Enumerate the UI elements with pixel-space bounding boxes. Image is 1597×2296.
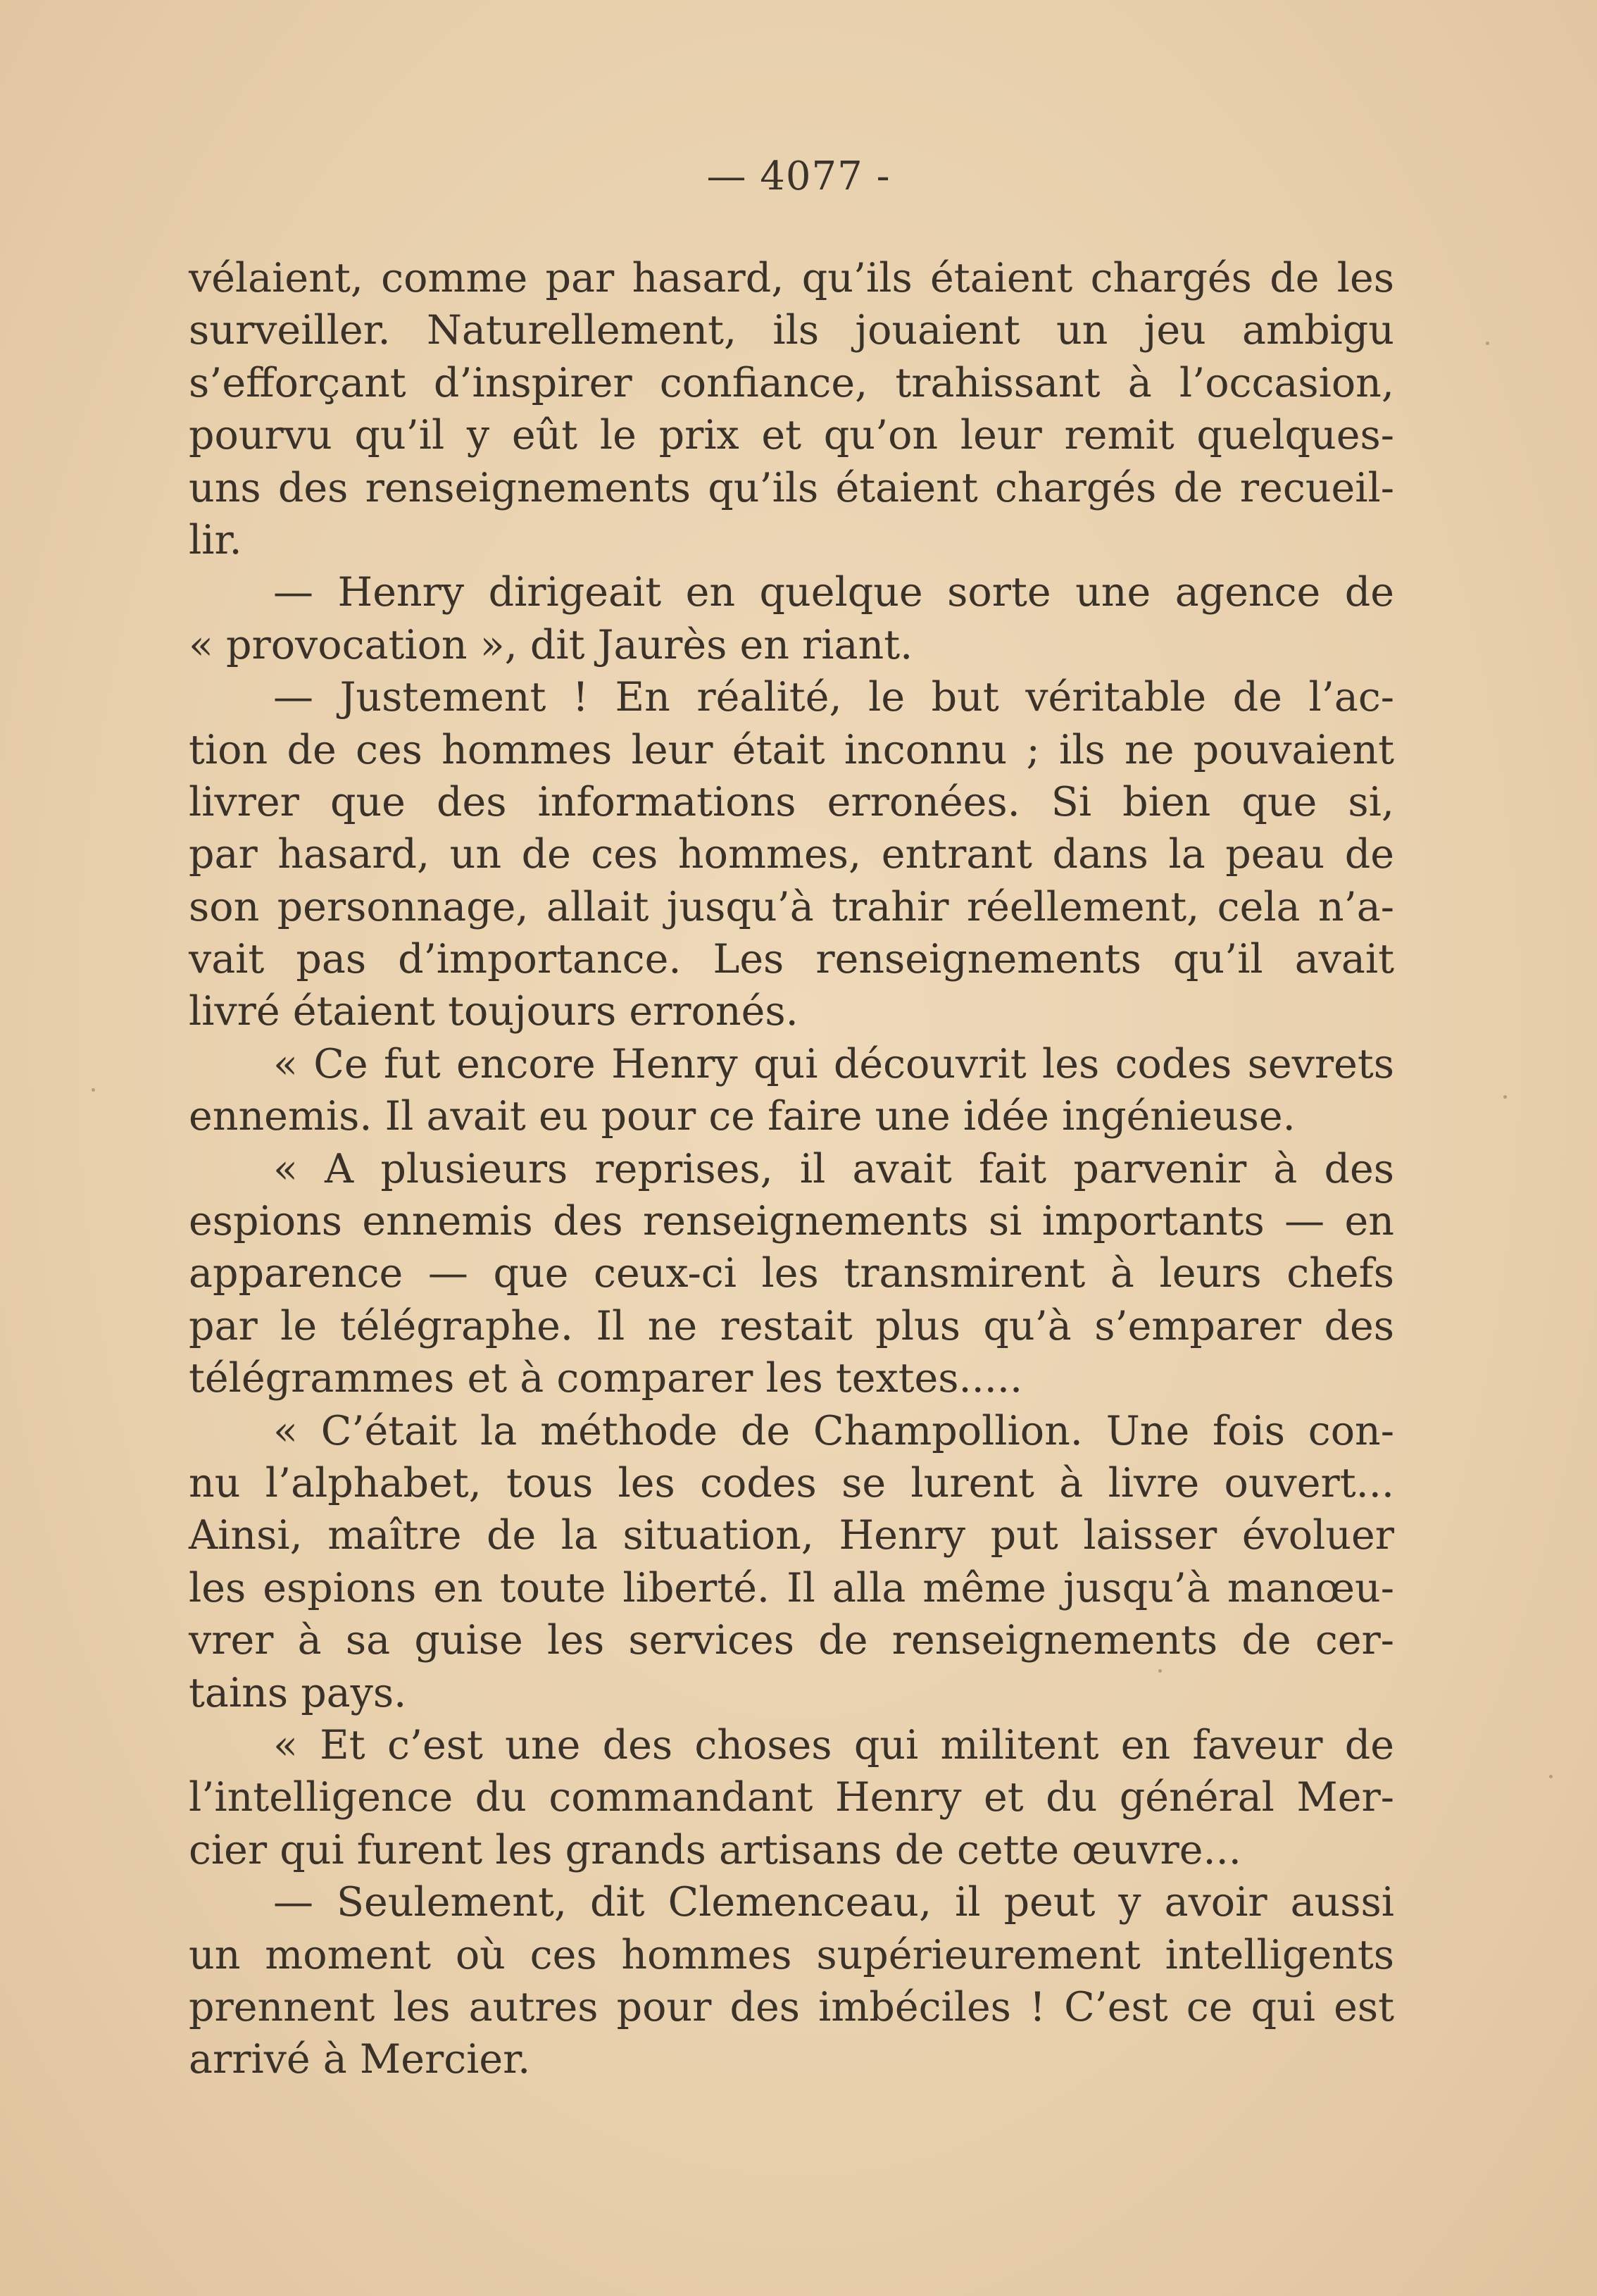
text-line: télégrammes et à comparer les textes..... — [189, 1355, 1023, 1402]
text-line: prennent les autres pour des imbéciles ! C’est ce qui est — [189, 1983, 1394, 2030]
text-line: vrer à sa guise les services de renseignements de cer- — [189, 1617, 1394, 1664]
text-line: pourvu qu’il y eût le prix et qu’on leur remit quelques- — [189, 412, 1394, 459]
text-line: — Seulement, dit Clemenceau, il peut y avoir aussi — [273, 1879, 1394, 1926]
paper-speck — [1503, 1095, 1507, 1099]
paper-speck — [1486, 342, 1489, 345]
text-line: « Et c’est une des choses qui militent en faveur de — [273, 1721, 1394, 1768]
text-line: espions ennemis des renseignements si importants — en — [189, 1198, 1394, 1245]
text-line: « Ce fut encore Henry qui découvrit les codes sevrets — [273, 1040, 1394, 1087]
paper-speck — [1549, 1775, 1553, 1778]
text-line: apparence — que ceux-ci les transmirent à leurs chefs — [189, 1250, 1394, 1297]
text-line: livré étaient toujours erronés. — [189, 988, 798, 1035]
text-line: nu l’alphabet, tous les codes se lurent à livre ouvert... — [189, 1459, 1394, 1506]
text-line: son personnage, allait jusqu’à trahir réellement, cela n’a- — [189, 883, 1394, 930]
text-line: s’efforçant d’inspirer confiance, trahissant à l’occasion, — [189, 359, 1394, 406]
text-line: « provocation », dit Jaurès en riant. — [189, 621, 913, 668]
paper-speck — [92, 1088, 95, 1092]
text-line: « A plusieurs reprises, il avait fait parvenir à des — [273, 1145, 1394, 1192]
text-line: cier qui furent les grands artisans de cette œuvre... — [189, 1826, 1241, 1873]
page-number: — 4077 - — [706, 154, 891, 199]
paper-speck — [1158, 1669, 1162, 1673]
text-line: uns des renseignements qu’ils étaient chargés de recueil- — [189, 464, 1394, 511]
text-line: vélaient, comme par hasard, qu’ils étaient chargés de les — [189, 255, 1394, 301]
text-line: ennemis. Il avait eu pour ce faire une idée ingénieuse. — [189, 1093, 1296, 1140]
text-line: — Henry dirigeait en quelque sorte une agence de — [273, 569, 1394, 616]
body-text — [189, 252, 1394, 2086]
text-line: — Justement ! En réalité, le but véritable de l’ac- — [273, 674, 1394, 721]
text-line: surveiller. Naturellement, ils jouaient un jeu ambigu — [189, 307, 1394, 354]
text-line: arrivé à Mercier. — [189, 2036, 531, 2083]
text-line: par le télégraphe. Il ne restait plus qu’à s’emparer des — [189, 1302, 1394, 1349]
text-line: Ainsi, maître de la situation, Henry put laisser évoluer — [189, 1512, 1394, 1559]
text-line: par hasard, un de ces hommes, entrant dans la peau de — [189, 831, 1394, 878]
text-line: les espions en toute liberté. Il alla même jusqu’à manœu- — [189, 1564, 1394, 1611]
text-line: vait pas d’importance. Les renseignements qu’il avait — [189, 936, 1394, 983]
text-line: un moment où ces hommes supérieurement intelligents — [189, 1931, 1394, 1978]
text-line: tion de ces hommes leur était inconnu ; ils ne pouvaient — [189, 726, 1394, 773]
text-line: « C’était la méthode de Champollion. Une fois con- — [273, 1407, 1394, 1454]
text-line: tains pays. — [189, 1669, 407, 1716]
text-line: livrer que des informations erronées. Si bien que si, — [189, 778, 1394, 825]
text-line: l’intelligence du commandant Henry et du général Mer- — [189, 1774, 1394, 1821]
text-line: lir. — [189, 516, 242, 563]
